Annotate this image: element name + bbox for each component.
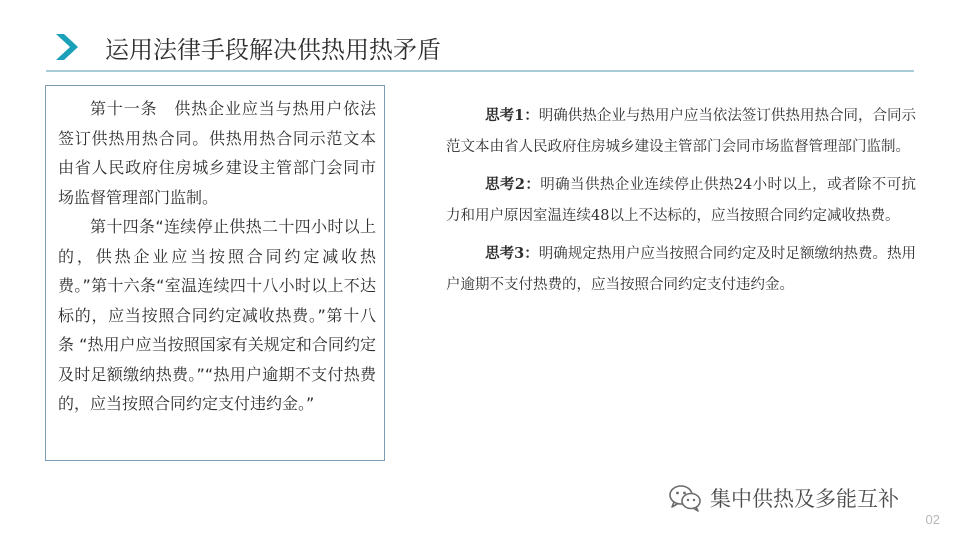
legal-text-box bbox=[45, 85, 385, 461]
wechat-icon bbox=[668, 484, 702, 512]
legal-paragraph-1: 第十一条 供热企业应当与热用户依法签订供热用热合同。供热用热合同示范文本由省人民政府住房城乡建设主管部门会同市场监督管理部门监制。 bbox=[58, 99, 376, 207]
legal-paragraph-2: 第十四条“连续停止供热二十四小时以上的，供热企业应当按照合同约定减收热费。”第十六条“室温连续四十八小时以上不达标的，应当按照合同约定减收热费。”第十八条 “热用户应当按照国家有关规定和合同约定及时足额缴纳热费。”“热用户逾期不支付热费的，应当按照合同约定支付违约金。” bbox=[58, 217, 376, 413]
watermark-text: 集中供热及多能互补 bbox=[710, 487, 899, 511]
chevron-right-icon bbox=[56, 34, 78, 60]
thought-2-label: 思考2： bbox=[485, 176, 541, 193]
page-number: 02 bbox=[925, 512, 940, 527]
thought-3-label: 思考3： bbox=[485, 245, 539, 262]
slide-title: 运用法律手段解决供热用热矛盾 bbox=[105, 36, 441, 64]
thought-2 bbox=[446, 169, 916, 232]
watermark bbox=[668, 482, 899, 514]
title-divider bbox=[46, 70, 914, 72]
thought-3 bbox=[446, 238, 916, 301]
thought-2-text: 明确当供热企业连续停止供热24小时以上，或者除不可抗力和用户原因室温连续48以上不达标的，应当按照合同约定减收热费。 bbox=[446, 177, 916, 224]
thought-1 bbox=[446, 100, 916, 163]
thought-3-text: 明确规定热用户应当按照合同约定及时足额缴纳热费。热用户逾期不支付热费的，应当按照合同约定支付违约金。 bbox=[446, 246, 917, 293]
thoughts-panel bbox=[446, 100, 916, 307]
thought-1-text: 明确供热企业与热用户应当依法签订供热用热合同，合同示范文本由省人民政府住房城乡建设主管部门会同市场监督管理部门监制。 bbox=[446, 108, 917, 155]
thought-1-label: 思考1： bbox=[485, 107, 539, 124]
